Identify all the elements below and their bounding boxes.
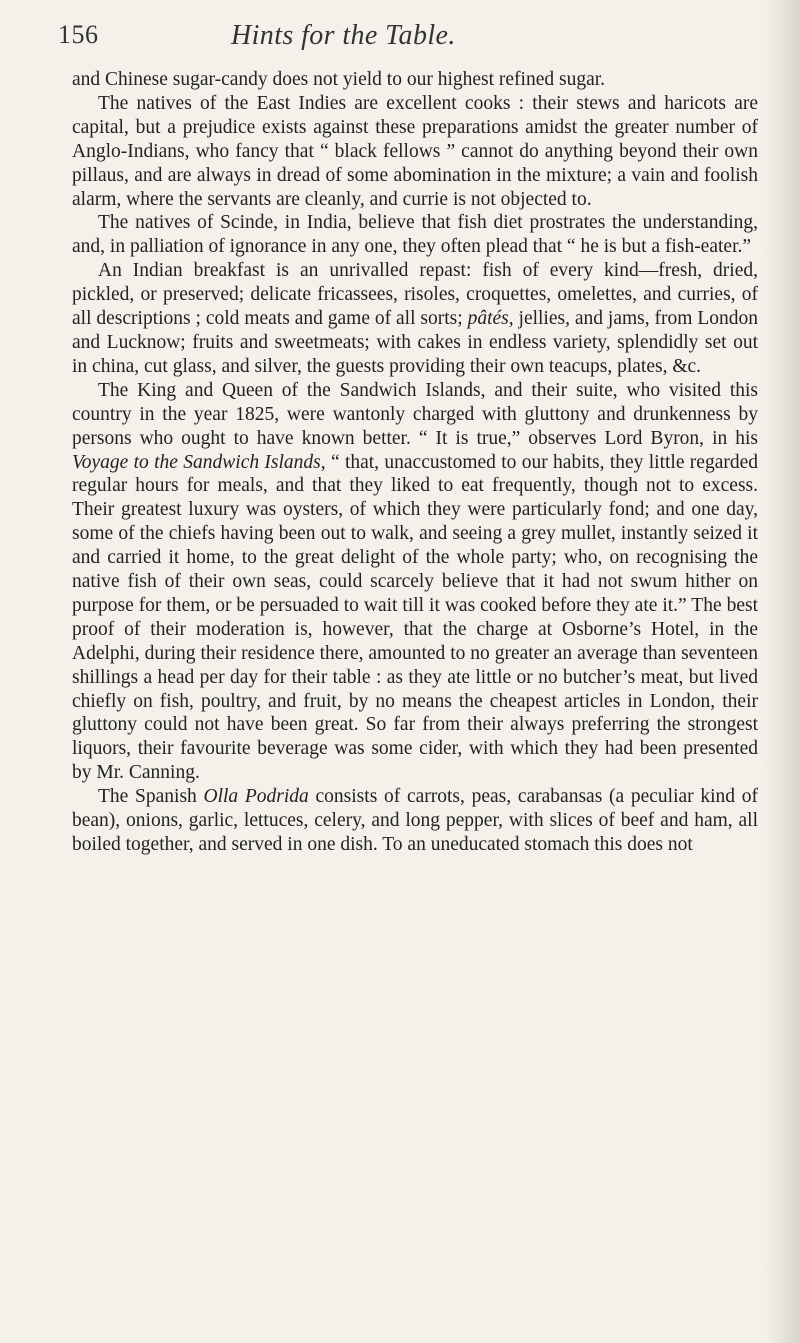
paragraph: The natives of the East Indies are excellent cooks : their stews and haricots are capital, but a prejudice exists against these preparations amidst the greater number of Anglo-Indians, who fancy that “ black fellows ” cannot do anything beyond their own pillaus, and are always in dread of some abomination in the mixture; a vain and foolish alarm, where the servants are cleanly, and currie is not objected to.	[72, 92, 758, 210]
text-run: , “ that, unaccustomed to our habits, they little regarded regular hours for meals, and that they liked to eat frequently, though not to excess. Their greatest luxury was oysters, of which they were particularly fond; and one day, some of the chiefs having been out to walk, and seeing a grey mullet, instantly seized it and carried it home, to the great delight of the whole party; who, on recognising the native fish of their own seas, could scarcely believe that it had not swum hither on purpose for them, or be persuaded to wait till it was cooked before they ate it.” The best proof of their moderation is, however, that the charge at Osborne’s Hotel, in the Adelphi, during their residence there, amounted to no greater an average than seventeen shillings a head per day for their table : as they ate little or no butcher’s meat, but lived chiefly on fish, poultry, and fruit, by no means the cheapest articles in London, their gluttony could not have been great. So far from their always preferring the strongest liquors, their favourite beverage was some cider, with which they had been presented by Mr. Canning.	[72, 451, 758, 784]
text-run: The King and Queen of the Sandwich Islands, and their suite, who visited this country in the year 1825, were wantonly charged with gluttony and drunkenness by persons who ought to have known better. “ It is true,” observes Lord Byron, in his	[72, 379, 758, 449]
paragraph	[72, 379, 758, 785]
text-run: consists of carrots, peas, carabansas (a peculiar kind of bean), onions, garlic, lettuces, celery, and long pepper, with slices of beef and ham, all boiled together, and served in one dish. To an uneducated stomach this does not	[72, 786, 758, 855]
text-run: The Spanish	[98, 786, 204, 808]
paragraph	[72, 785, 758, 857]
italic-text: Voyage to the Sandwich Islands	[72, 451, 321, 473]
page-edge-shadow	[764, 0, 800, 1343]
page-header	[58, 12, 758, 58]
paragraph	[72, 259, 758, 379]
text-run: , jellies, and jams, from London and Lucknow; fruits and sweetmeats; with cakes in endless variety, splendidly set out in china, cut glass, and silver, the guests providing their own teacups, plates, &c.	[72, 308, 758, 377]
paragraph: The natives of Scinde, in India, believe that fish diet prostrates the understanding, and, in palliation of ignorance in any one, they often plead that “ he is but a fish-eater.”	[72, 212, 758, 258]
body-text	[72, 68, 758, 857]
page-number: 156	[58, 20, 99, 49]
text-run: An Indian breakfast is an unrivalled repast: fish of every kind—fresh, dried, pickled, or preserved; delicate fricassees, risoles, croquettes, omelettes, and curries, of all descriptions ; cold meats and game of all sorts;	[72, 260, 758, 330]
italic-text: Olla Podrida	[203, 786, 309, 808]
italic-text: pâtés	[467, 308, 509, 330]
paragraph: and Chinese sugar-candy does not yield to our highest refined sugar.	[72, 69, 606, 90]
running-head: Hints for the Table.	[231, 20, 456, 51]
